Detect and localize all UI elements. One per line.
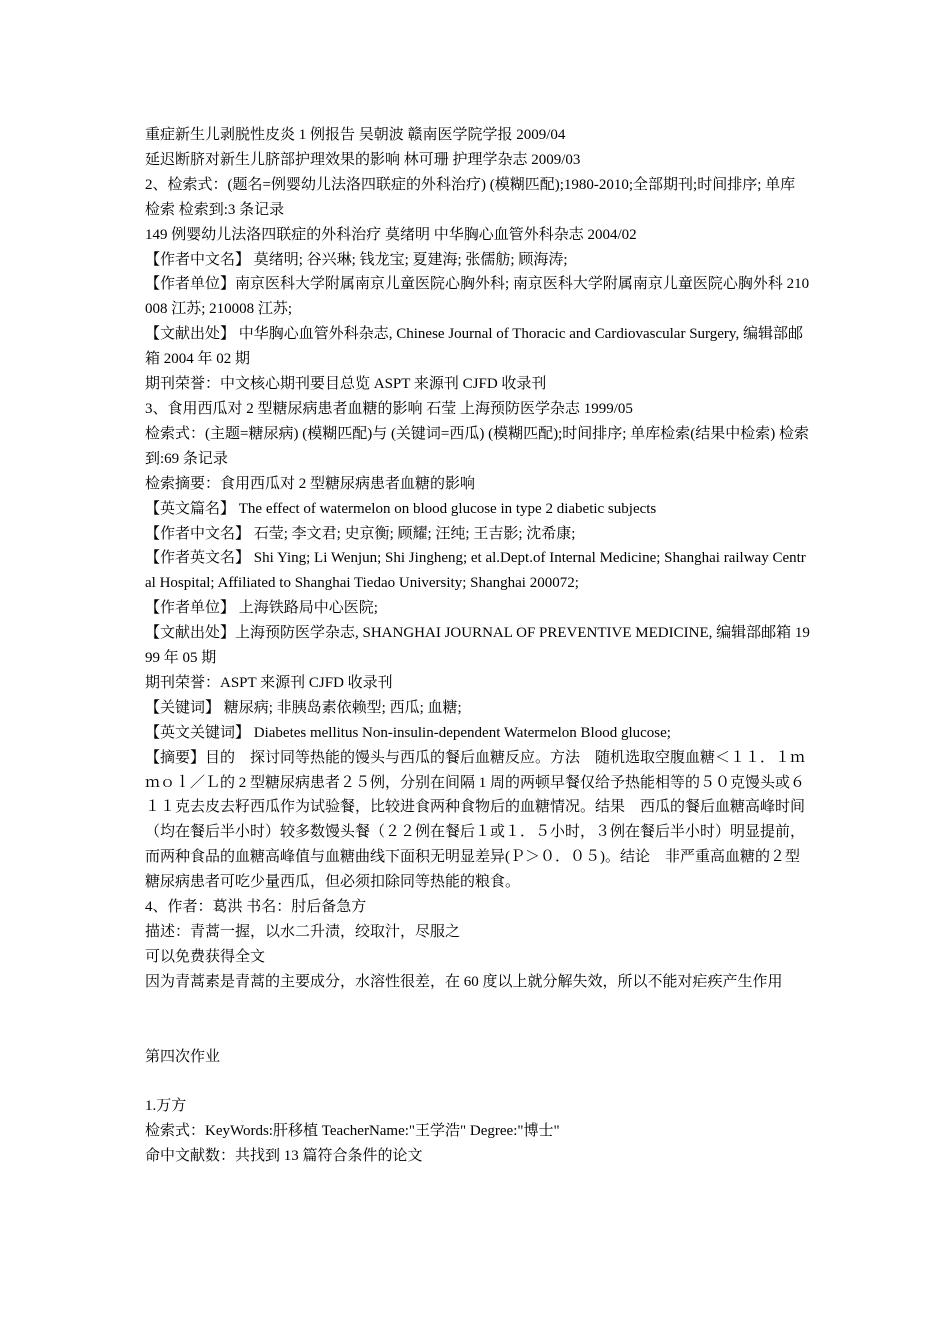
text-line-14: 【作者英文名】 Shi Ying; Li Wenjun; Shi Jingheng; et al.Dept.of Internal Medicine; Shanghai railway Central Hospital; Affiliated to Shanghai Tiedao University; Shanghai 200072; bbox=[145, 550, 806, 592]
text-line-16: 【文献出处】上海预防医学杂志, SHANGHAI JOURNAL OF PREVENTIVE MEDICINE, 编辑部邮箱 1999 年 05 期 bbox=[145, 625, 810, 667]
text-line-23: 可以免费获得全文 bbox=[145, 948, 266, 965]
text-line-3: 2、检索式：(题名=例婴幼儿法洛四联症的外科治疗) (模糊匹配);1980-2010;全部期刊;时间排序; 单库检索 检索到:3 条记录 bbox=[145, 176, 796, 218]
text-line-4: 149 例婴幼儿法洛四联症的外科治疗 莫绪明 中华胸心血管外科杂志 2004/02 bbox=[145, 226, 637, 243]
text-line-22: 描述：青蒿一握，以水二升渍，绞取汁，尽服之 bbox=[145, 924, 461, 940]
text-line-8: 期刊荣誉：中文核心期刊要目总览 ASPT 来源刊 CJFD 收录刊 bbox=[145, 376, 547, 393]
text-line-9: 3、食用西瓜对 2 型糖尿病患者血糖的影响 石莹 上海预防医学杂志 1999/05 bbox=[145, 400, 633, 417]
text-line-10: 检索式：(主题=糖尿病) (模糊匹配)与 (关键词=西瓜) (模糊匹配);时间排序; 单库检索(结果中检索) 检索到:69 条记录 bbox=[145, 425, 809, 467]
spacer bbox=[145, 995, 810, 1045]
text-line-20: 【摘要】目的 探讨同等热能的馒头与西瓜的餐后血糖反应。方法 随机选取空腹血糖＜１１．１ｍｍｏｌ／Ｌ的 2 型糖尿病患者２５例，分别在间隔 1 周的两顿早餐仅给予热能相等的５０克馒头或６１１克去皮去籽西瓜作为试验餐，比较进食两种食物后的血糖情况。结果 西瓜的餐后血糖高峰时间（均在餐后半小时）较多数馒头餐（２２例在餐后１或１．５小时，３例在餐后半小时）明显提前，而两种食品的血糖高峰值与血糖曲线下面积无明显差异(Ｐ＞０．０５)。结论 非严重高血糖的２型糖尿病患者可吃少量西瓜，但必须扣除同等热能的粮食。 bbox=[145, 749, 806, 891]
assignment-line-1: 1.万方 bbox=[145, 1098, 187, 1115]
text-line-5: 【作者中文名】 莫绪明; 谷兴琳; 钱龙宝; 夏建海; 张儒舫; 顾海涛; bbox=[145, 251, 568, 268]
text-line-21: 4、作者：葛洪 书名：肘后备急方 bbox=[145, 899, 367, 916]
text-line-17: 期刊荣誉：ASPT 来源刊 CJFD 收录刊 bbox=[145, 674, 393, 691]
assignment-block bbox=[145, 1094, 810, 1169]
text-line-18: 【关键词】 糖尿病; 非胰岛素依赖型; 西瓜; 血糖; bbox=[145, 699, 462, 716]
document-body bbox=[145, 123, 810, 1169]
text-line-12: 【英文篇名】 The effect of watermelon on blood glucose in type 2 diabetic subjects bbox=[145, 500, 657, 517]
text-line-7: 【文献出处】 中华胸心血管外科杂志, Chinese Journal of Thoracic and Cardiovascular Surgery, 编辑部邮箱 2004 年 02 期 bbox=[145, 326, 803, 368]
text-line-11: 检索摘要：食用西瓜对 2 型糖尿病患者血糖的影响 bbox=[145, 475, 476, 492]
text-line-2: 延迟断脐对新生儿脐部护理效果的影响 林可珊 护理学杂志 2009/03 bbox=[145, 151, 581, 168]
section-title: 第四次作业 bbox=[145, 1048, 221, 1065]
text-line-6: 【作者单位】南京医科大学附属南京儿童医院心胸外科; 南京医科大学附属南京儿童医院心胸外科 210008 江苏; 210008 江苏; bbox=[145, 276, 810, 318]
text-line-19: 【英文关键词】 Diabetes mellitus Non-insulin-dependent Watermelon Blood glucose; bbox=[145, 724, 671, 741]
text-line-1: 重症新生儿剥脱性皮炎 1 例报告 吴朝波 赣南医学院学报 2009/04 bbox=[145, 127, 566, 143]
text-line-24: 因为青蒿素是青蒿的主要成分，水溶性很差，在 60 度以上就分解失效，所以不能对疟疾产生作用 bbox=[145, 973, 783, 990]
assignment-line-2: 检索式：KeyWords:肝移植 TeacherName:"王学浩" Degree:"博士" bbox=[145, 1123, 560, 1140]
text-line-13: 【作者中文名】 石莹; 李文君; 史京衡; 顾耀; 汪纯; 王吉影; 沈希康; bbox=[145, 525, 576, 542]
text-line-15: 【作者单位】 上海铁路局中心医院; bbox=[145, 600, 378, 617]
search-results-block bbox=[145, 123, 810, 995]
assignment-line-3: 命中文献数：共找到 13 篇符合条件的论文 bbox=[145, 1148, 423, 1165]
spacer bbox=[145, 1069, 810, 1094]
